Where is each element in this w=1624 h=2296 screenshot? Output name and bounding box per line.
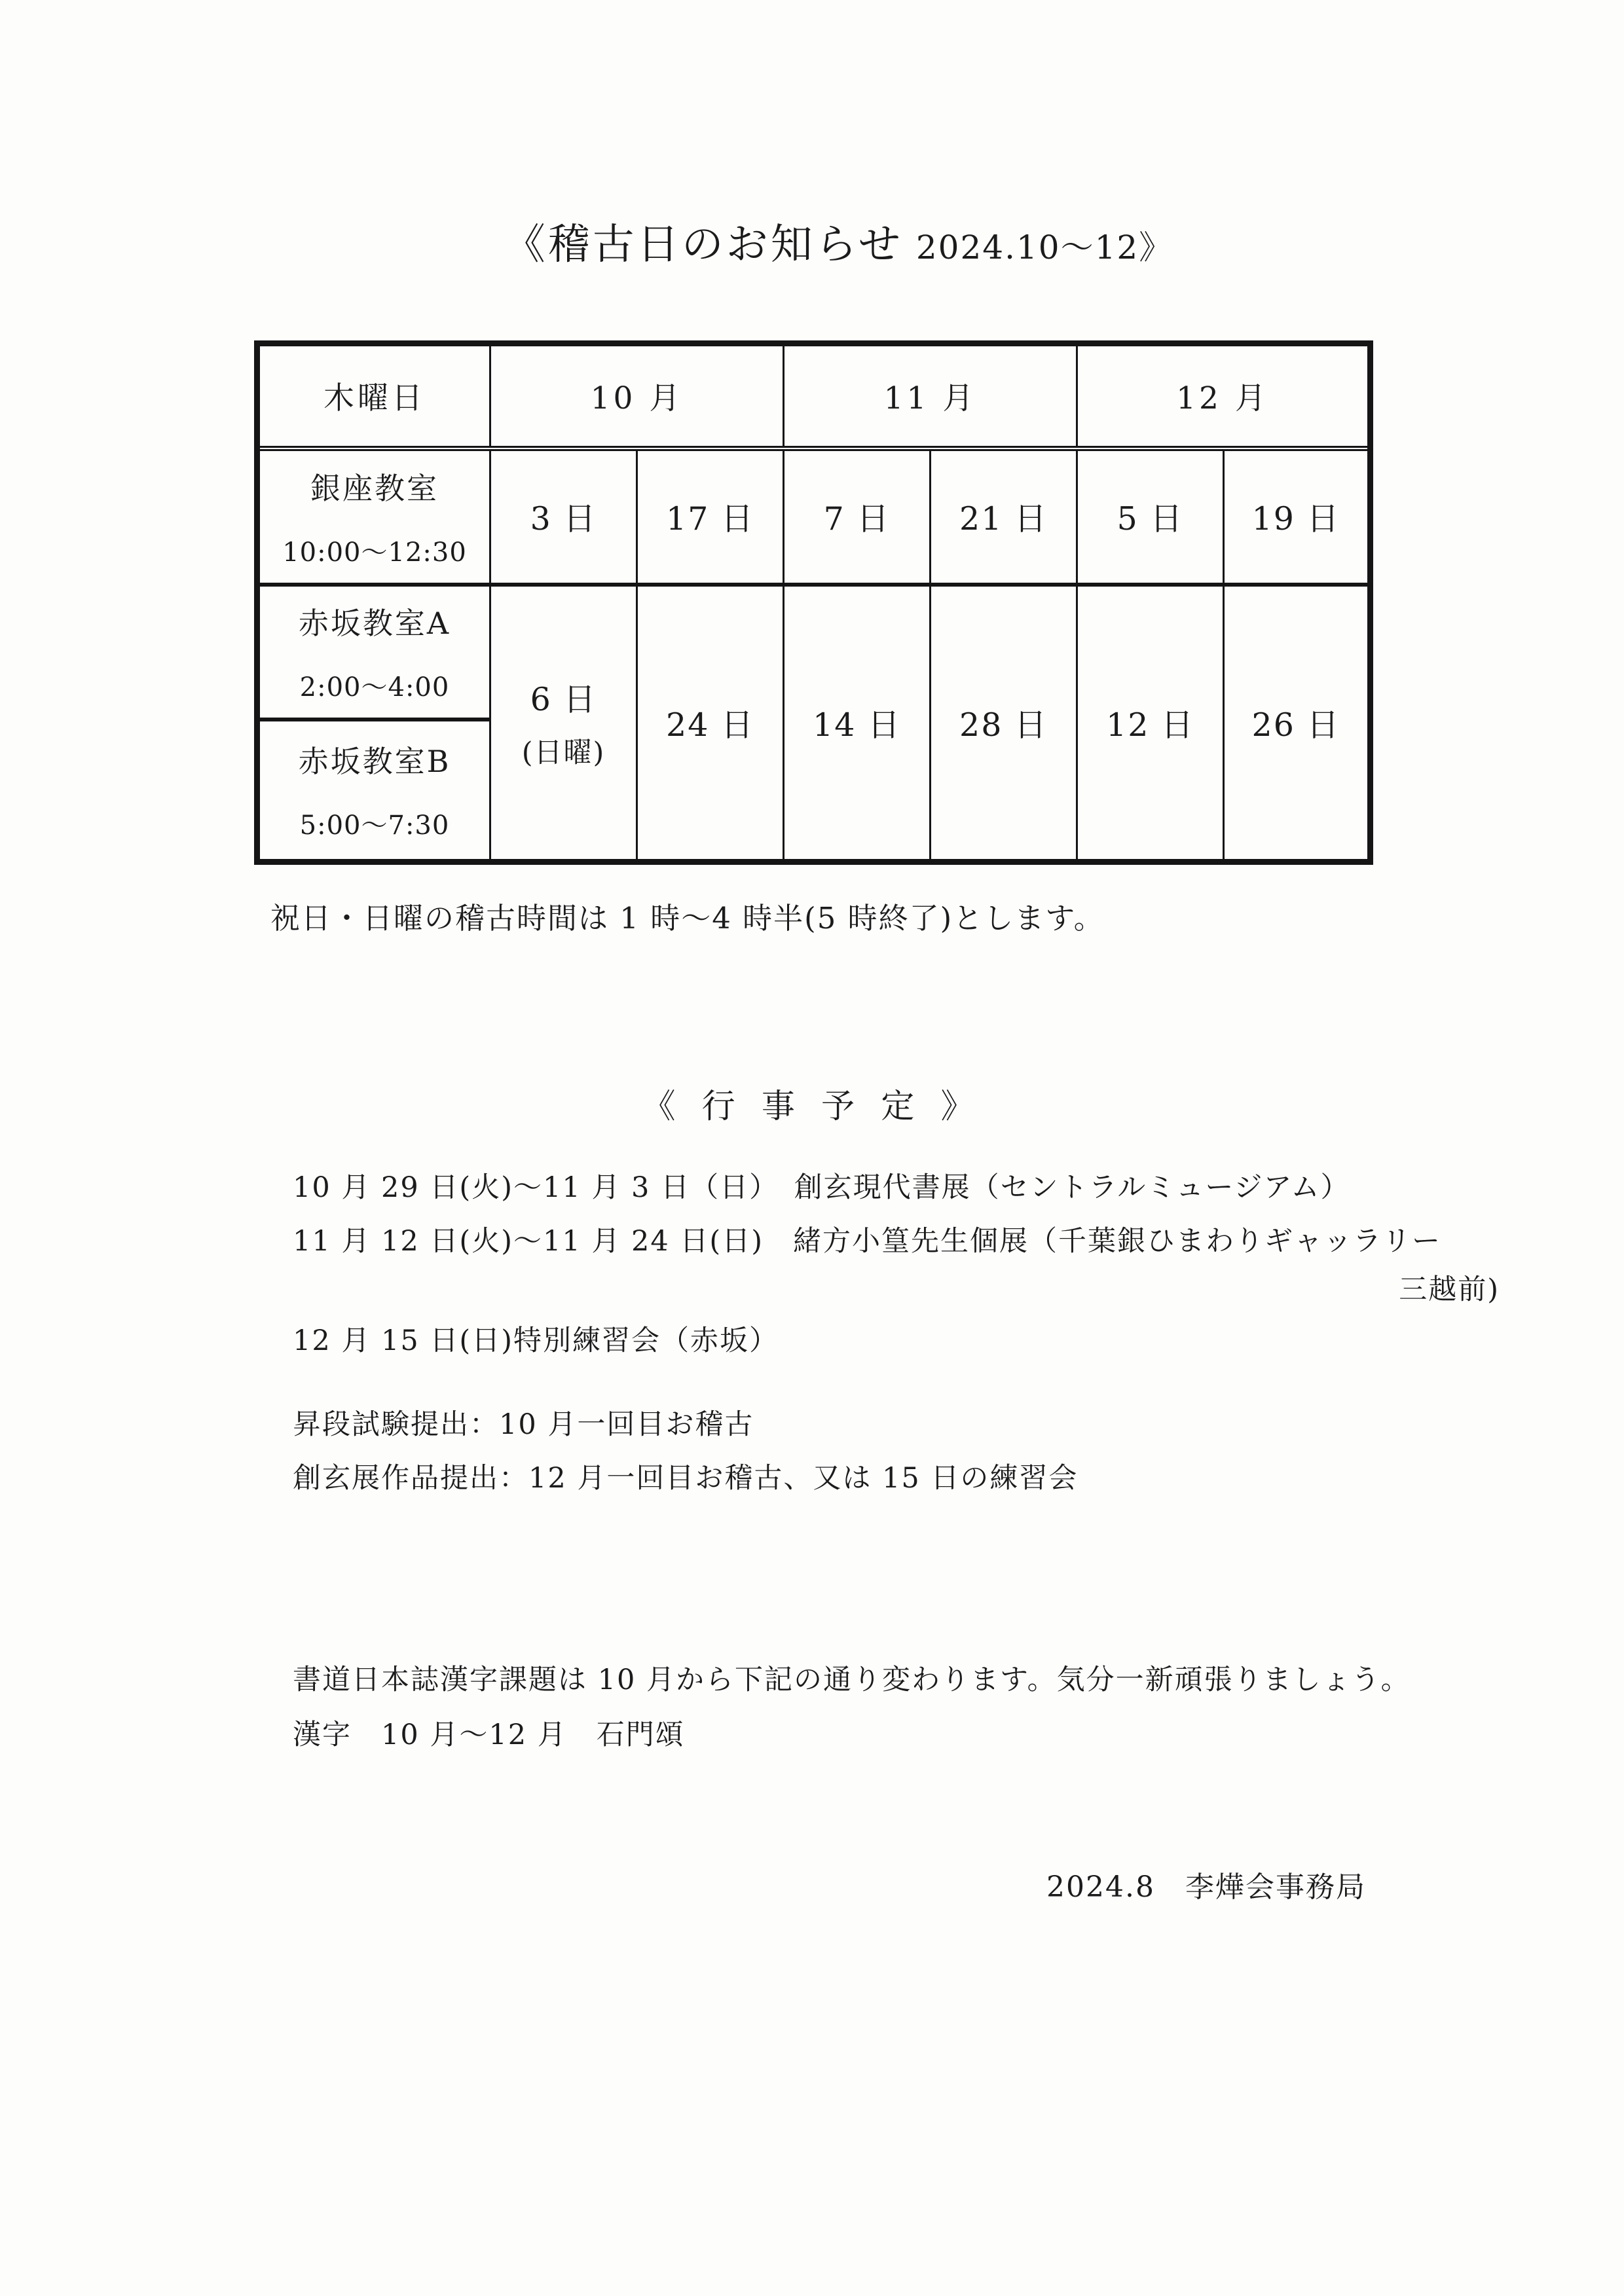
date-cell-nov-shared-2: 28 日 [931, 585, 1077, 862]
table-header-row [257, 344, 1371, 448]
row-label-akasaka-b [257, 720, 490, 862]
classroom-time: 10:00〜12:30 [282, 537, 467, 568]
date-cell-dec-1: 5 日 [1077, 448, 1224, 585]
date-cell-dec-shared-2: 26 日 [1224, 585, 1371, 862]
classroom-time: 5:00〜7:30 [299, 811, 450, 841]
signature: 2024.8 李燁会事務局 [1046, 1870, 1366, 1904]
event-line-special-practice: 12 月 15 日(日)特別練習会（赤坂） [293, 1324, 779, 1357]
date-cell-nov-2: 21 日 [931, 448, 1077, 585]
classroom-name: 銀座教室 [310, 470, 439, 506]
header-month-december: 12 月 [1077, 344, 1371, 448]
header-month-october: 10 月 [490, 344, 784, 448]
event-line-ogata-exhibition: 11 月 12 日(火)〜11 月 24 日(日) 緒方小篁先生個展（千葉銀ひまわりギャッラリー [293, 1225, 1441, 1258]
date-cell-dec-shared-1: 12 日 [1077, 585, 1224, 862]
date-cell-oct-shared-1 [490, 585, 637, 862]
page-title [26, 211, 1624, 271]
table-row-ginza [257, 448, 1371, 585]
classroom-name: 赤坂教室B [298, 744, 451, 780]
events-heading: 《 行 事 予 定 》 [642, 1087, 982, 1126]
holiday-time-note: 祝日・日曜の稽古時間は 1 時〜4 時半(5 時終了)とします。 [270, 901, 1105, 936]
date-cell-nov-shared-1: 14 日 [784, 585, 931, 862]
date-cell-oct-2: 17 日 [637, 448, 784, 585]
practice-schedule-table [254, 340, 1373, 865]
row-label-akasaka-a [257, 585, 490, 720]
submission-line-promotion-exam: 昇段試験提出：10 月一回目お稽古 [293, 1408, 754, 1441]
event-line-sogen-exhibition: 10 月 29 日(火)〜11 月 3 日（日） 創玄現代書展（セントラルミュージアム） [293, 1171, 1350, 1204]
event-line-ogata-continuation: 三越前) [1399, 1273, 1500, 1306]
notice-line-kanji-theme: 漢字 10 月〜12 月 石門頌 [293, 1719, 685, 1751]
submission-line-sogen-works: 創玄展作品提出：12 月一回目お稽古、又は 15 日の練習会 [293, 1462, 1079, 1495]
page-title-text: 《稽古日のお知らせ [503, 221, 903, 269]
page-title-period: 2024.10〜12》 [915, 228, 1173, 266]
date-cell-oct-1: 3 日 [490, 448, 637, 585]
date-cell-dec-2: 19 日 [1224, 448, 1371, 585]
date-cell-nov-1: 7 日 [784, 448, 931, 585]
row-label-ginza [257, 448, 490, 585]
shared-date: 6 日 [530, 681, 597, 719]
table-row-akasaka-a [257, 585, 1371, 720]
notice-line-kanji-change: 書道日本誌漢字課題は 10 月から下記の通り変わります。気分一新頑張りましょう。 [293, 1664, 1411, 1696]
header-month-november: 11 月 [784, 344, 1077, 448]
classroom-time: 2:00〜4:00 [299, 672, 450, 702]
classroom-name: 赤坂教室A [298, 606, 451, 641]
sunday-note: (日曜) [521, 737, 606, 770]
date-cell-oct-shared-2: 24 日 [637, 585, 784, 862]
header-day-of-week: 木曜日 [257, 344, 490, 448]
